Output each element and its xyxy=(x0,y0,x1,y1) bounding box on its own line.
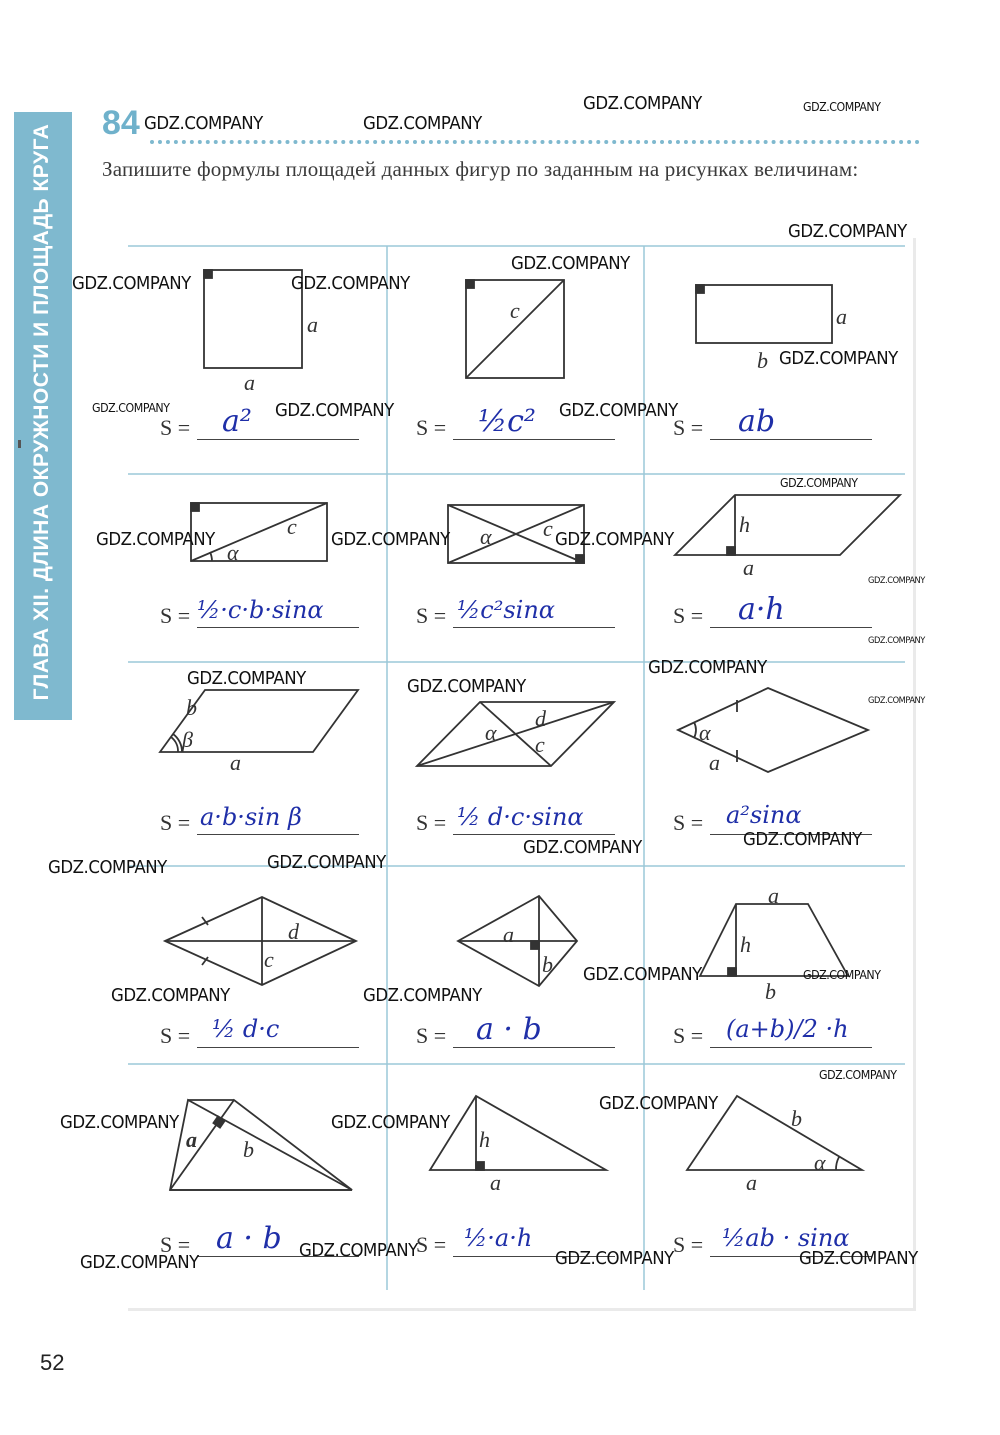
right-angle-mark xyxy=(727,547,735,555)
height-triangle-figure xyxy=(430,1096,606,1170)
watermark: GDZ.COMPANY xyxy=(819,1068,897,1082)
answer-underline xyxy=(453,627,615,628)
label-diagonal-b: b xyxy=(542,952,553,977)
chapter-title: ГЛАВА XII. ДЛИНА ОКРУЖНОСТИ И ПЛОЩАДЬ КРУГА xyxy=(30,123,53,701)
trapezoid-figure xyxy=(700,904,848,976)
answer-prefix: S = xyxy=(160,603,191,628)
answer-handwritten: a²sinα xyxy=(726,801,802,829)
answer-prefix: S = xyxy=(160,415,191,440)
answer-handwritten: a·h xyxy=(738,592,785,627)
answer-handwritten: ½ d·c xyxy=(212,1015,280,1043)
answer-underline xyxy=(710,439,872,440)
watermark: GDZ.COMPANY xyxy=(868,576,925,586)
answer-handwritten: ½ab · sinα xyxy=(722,1224,850,1252)
answer-underline xyxy=(453,439,615,440)
label-height-h: h xyxy=(479,1127,490,1152)
label-angle-alpha: α xyxy=(814,1150,826,1175)
page-number: 52 xyxy=(40,1350,65,1375)
watermark: GDZ.COMPANY xyxy=(868,696,925,706)
answer-prefix: S = xyxy=(416,1232,447,1257)
watermark: GDZ.COMPANY xyxy=(331,529,450,550)
label-side-a: a xyxy=(743,555,754,580)
label-height-h: h xyxy=(739,512,750,537)
answer-handwritten: a² xyxy=(222,404,252,439)
label-side-b: b xyxy=(757,348,768,373)
label-side-a: a xyxy=(836,304,847,329)
watermark: GDZ.COMPANY xyxy=(291,273,410,294)
answer-handwritten: ½c²sinα xyxy=(457,596,555,624)
label-side-a: a xyxy=(490,1170,501,1195)
watermark: GDZ.COMPANY xyxy=(583,93,702,114)
label-side-a: a xyxy=(230,750,241,775)
watermark: GDZ.COMPANY xyxy=(275,400,394,421)
watermark: GDZ.COMPANY xyxy=(743,829,862,850)
watermark: GDZ.COMPANY xyxy=(788,221,907,242)
right-angle-mark xyxy=(696,285,704,293)
watermark: GDZ.COMPANY xyxy=(72,273,191,294)
angle-arc xyxy=(694,722,696,738)
answer-underline xyxy=(710,627,872,628)
answer-prefix: S = xyxy=(160,1232,191,1257)
angle-arc xyxy=(210,552,212,561)
watermark: GDZ.COMPANY xyxy=(799,1248,918,1269)
label-side-b: b xyxy=(243,1137,254,1162)
answer-handwritten: ½·a·h xyxy=(464,1224,533,1252)
answer-underline xyxy=(197,834,359,835)
watermark: GDZ.COMPANY xyxy=(868,636,925,646)
label-diagonal-d: d xyxy=(535,706,546,731)
label-side-a: a xyxy=(244,370,255,395)
watermark: GDZ.COMPANY xyxy=(48,857,167,878)
label-diagonal-a: a xyxy=(503,922,514,947)
right-angle-mark xyxy=(576,555,584,563)
label-side-a: a xyxy=(307,312,318,337)
answer-underline xyxy=(197,439,359,440)
watermark: GDZ.COMPANY xyxy=(648,657,767,678)
watermark: GDZ.COMPANY xyxy=(555,529,674,550)
label-diagonal-d: d xyxy=(288,919,299,944)
answer-prefix: S = xyxy=(160,1023,191,1048)
watermark: GDZ.COMPANY xyxy=(523,837,642,858)
answer-handwritten: ½ d·c·sinα xyxy=(457,803,584,831)
answer-prefix: S = xyxy=(673,1232,704,1257)
watermark: GDZ.COMPANY xyxy=(583,964,702,985)
right-angle-mark xyxy=(191,503,199,511)
watermark: GDZ.COMPANY xyxy=(363,985,482,1006)
watermark: GDZ.COMPANY xyxy=(92,401,170,415)
label-angle-beta: β xyxy=(182,727,193,752)
watermark: GDZ.COMPANY xyxy=(187,668,306,689)
rectangle-figure xyxy=(696,285,832,343)
task-number: 84 xyxy=(102,104,140,142)
label-diagonal-c: c xyxy=(287,514,297,539)
watermark: GDZ.COMPANY xyxy=(331,1112,450,1133)
watermark: GDZ.COMPANY xyxy=(511,253,630,274)
right-angle-mark xyxy=(728,968,736,976)
answer-prefix: S = xyxy=(673,810,704,835)
label-diagonal-c: c xyxy=(510,298,520,323)
label-angle-alpha: α xyxy=(485,720,497,745)
answer-handwritten: ab xyxy=(738,404,776,439)
answer-underline xyxy=(710,1047,872,1048)
watermark: GDZ.COMPANY xyxy=(80,1252,199,1273)
watermark: GDZ.COMPANY xyxy=(96,529,215,550)
watermark: GDZ.COMPANY xyxy=(60,1112,179,1133)
watermark: GDZ.COMPANY xyxy=(111,985,230,1006)
answer-prefix: S = xyxy=(673,603,704,628)
answer-underline xyxy=(197,1047,359,1048)
answer-prefix: S = xyxy=(416,1023,447,1048)
label-side-a: a xyxy=(709,750,720,775)
answer-handwritten: ½·c·b·sinα xyxy=(197,596,324,624)
task-instruction: Запишите формулы площадей данных фигур по заданным на рисунках величинам: xyxy=(102,157,859,181)
answer-prefix: S = xyxy=(416,810,447,835)
answer-prefix: S = xyxy=(416,415,447,440)
label-side-a: a xyxy=(186,1127,197,1152)
label-side-b: b xyxy=(791,1106,802,1131)
right-angle-mark xyxy=(466,280,474,288)
label-diagonal-c: c xyxy=(535,732,545,757)
watermark: GDZ.COMPANY xyxy=(599,1093,718,1114)
watermark: GDZ.COMPANY xyxy=(779,348,898,369)
answer-underline xyxy=(197,627,359,628)
right-angle-mark xyxy=(531,941,539,949)
label-base-b: b xyxy=(765,979,776,1004)
watermark: GDZ.COMPANY xyxy=(144,113,263,134)
watermark: GDZ.COMPANY xyxy=(780,476,858,490)
watermark: GDZ.COMPANY xyxy=(559,400,678,421)
label-side-a: a xyxy=(746,1170,757,1195)
label-angle-alpha: α xyxy=(227,540,239,565)
label-angle-alpha: α xyxy=(699,720,711,745)
angle-arc xyxy=(836,1157,839,1170)
label-angle-alpha: α xyxy=(480,524,492,549)
label-diagonal-c: c xyxy=(264,947,274,972)
answer-prefix: S = xyxy=(160,810,191,835)
answer-handwritten: a · b xyxy=(476,1012,542,1047)
watermark: GDZ.COMPANY xyxy=(803,100,881,114)
answer-underline xyxy=(453,834,615,835)
label-diagonal-c: c xyxy=(543,516,553,541)
square-figure xyxy=(204,270,302,368)
answer-prefix: S = xyxy=(673,415,704,440)
square-diagonal xyxy=(466,280,564,378)
answer-handwritten: a·b·sin β xyxy=(200,803,302,831)
triangle-sides xyxy=(170,1100,352,1190)
answer-underline xyxy=(453,1047,615,1048)
label-side-b: b xyxy=(186,695,197,720)
watermark: GDZ.COMPANY xyxy=(555,1248,674,1269)
watermark: GDZ.COMPANY xyxy=(803,968,881,982)
grid-lines xyxy=(128,246,905,1290)
watermark: GDZ.COMPANY xyxy=(363,113,482,134)
parallelogram-height-figure xyxy=(675,495,900,555)
watermark: GDZ.COMPANY xyxy=(407,676,526,697)
obtuse-triangle-figure xyxy=(170,1100,352,1190)
answer-handwritten: (a+b)/2 ·h xyxy=(726,1015,849,1043)
right-angle-mark xyxy=(476,1162,484,1170)
answer-prefix: S = xyxy=(416,603,447,628)
answer-handwritten: ½c² xyxy=(478,404,536,439)
angle-arc xyxy=(171,737,178,752)
answer-prefix: S = xyxy=(673,1023,704,1048)
label-height-h: h xyxy=(740,932,751,957)
label-base-a: a xyxy=(768,883,779,908)
watermark: GDZ.COMPANY xyxy=(267,852,386,873)
answer-handwritten: a · b xyxy=(216,1221,282,1256)
watermark: GDZ.COMPANY xyxy=(299,1240,418,1261)
right-angle-mark xyxy=(204,270,212,278)
